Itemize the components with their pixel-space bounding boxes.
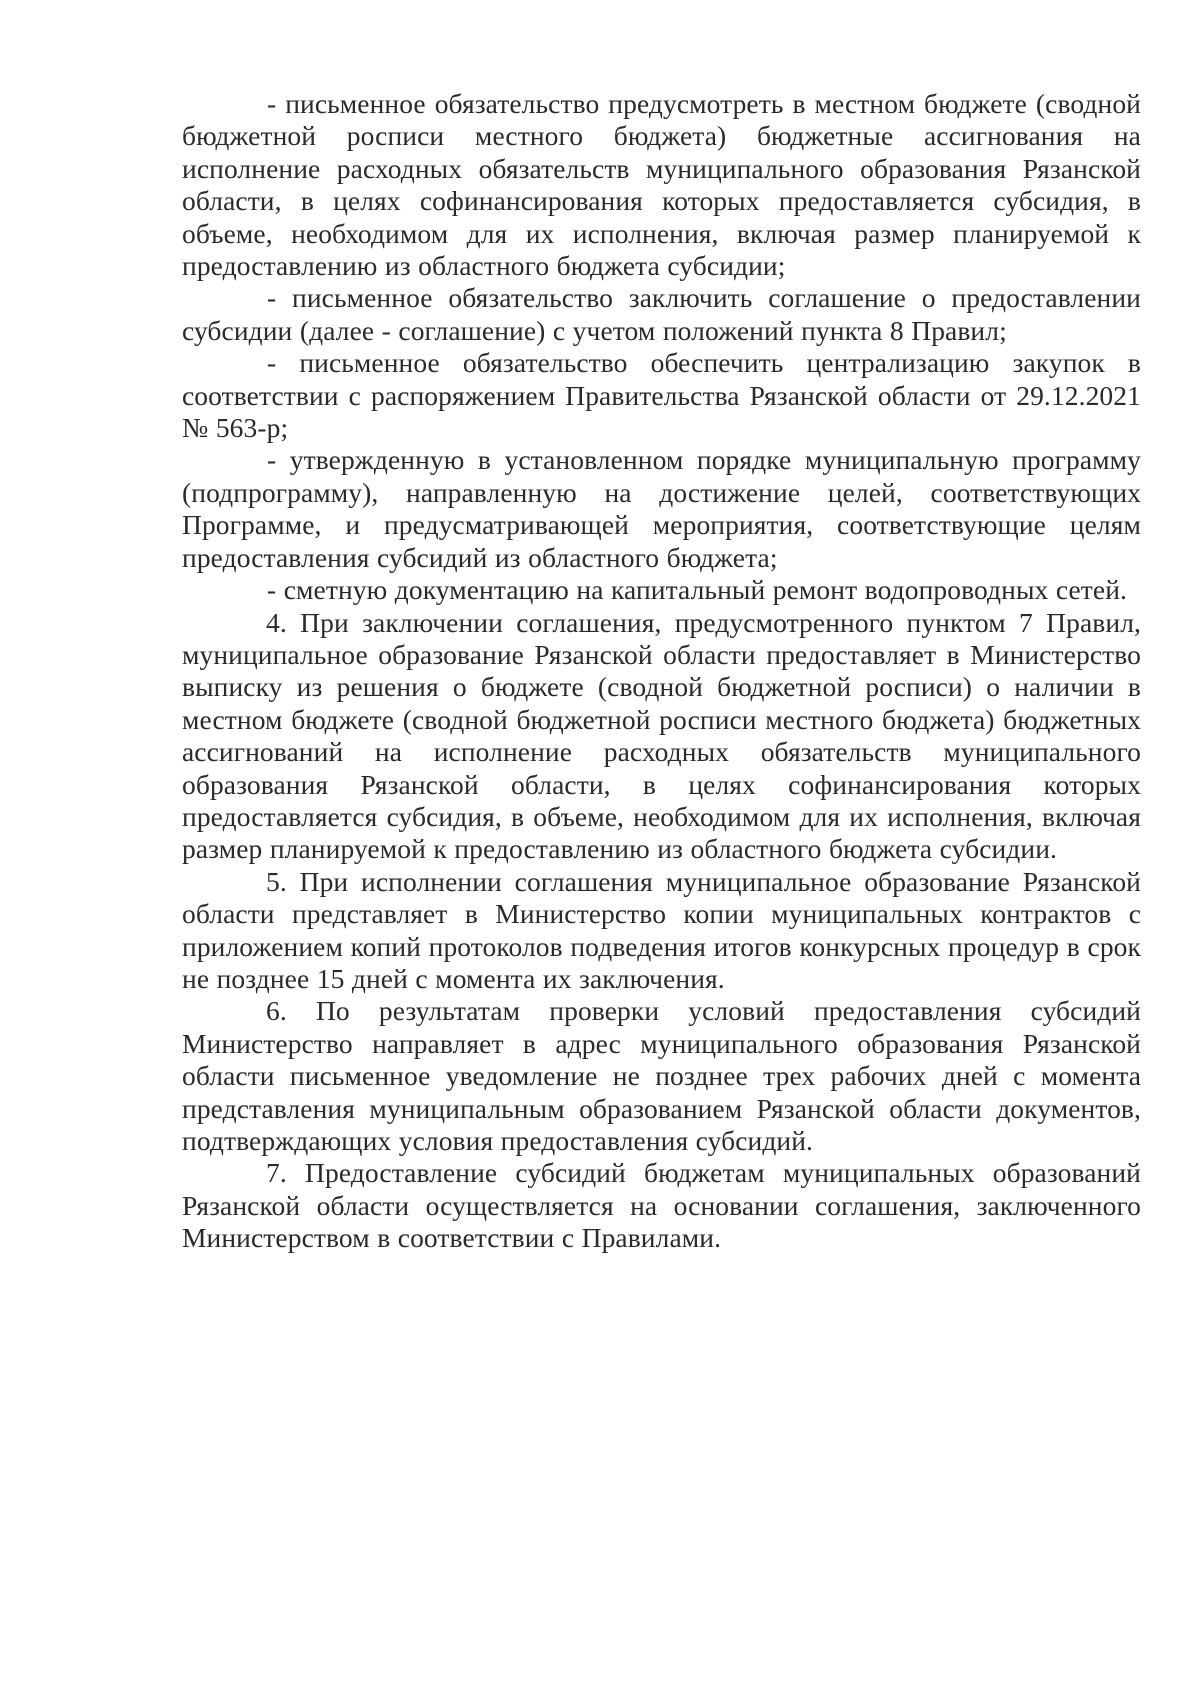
paragraph-item-4: 4. При заключении соглашения, предусмотренного пунктом 7 Правил, муниципальное образование Рязанской области предоставляет в Министерство выписку из решения о бюджете (сводной бюджетной росписи) о наличии в местном бюджете (сводной бюджетной росписи местного бюджета) бюджетных ассигнований на исполнение расходных обязательств муниципального образования Рязанской области, в целях софинансирования которых предоставляется субсидия, в объеме, необходимом для их исполнения, включая размер планируемой к предоставлению из областного бюджета субсидии.	[182, 606, 1141, 865]
paragraph-agreement-obligation: - письменное обязательство заключить соглашение о предоставлении субсидии (далее - соглашение) с учетом положений пункта 8 Правил;	[182, 282, 1141, 346]
paragraph-budget-obligation: - письменное обязательство предусмотреть в местном бюджете (сводной бюджетной росписи местного бюджета) бюджетные ассигнования на исполнение расходных обязательств муниципального образования Рязанской области, в целях софинансирования которых предоставляется субсидия, в объеме, необходимом для их исполнения, включая размер планируемой к предоставлению из областного бюджета субсидии;	[182, 88, 1141, 282]
paragraph-municipal-program: - утвержденную в установленном порядке муниципальную программу (подпрограмму), направленную на достижение целей, соответствующих Программе, и предусматривающей мероприятия, соответствующие целям предоставления субсидий из областного бюджета;	[182, 444, 1141, 573]
paragraph-item-6: 6. По результатам проверки условий предоставления субсидий Министерство направляет в адрес муниципального образования Рязанской области письменное уведомление не позднее трех рабочих дней с момента представления муниципальным образованием Рязанской области документов, подтверждающих условия предоставления субсидий.	[182, 995, 1141, 1156]
paragraph-estimate-documentation: - сметную документацию на капитальный ремонт водопроводных сетей.	[267, 574, 1128, 606]
document-body	[182, 88, 1141, 1255]
paragraph-item-7: 7. Предоставление субсидий бюджетам муниципальных образований Рязанской области осуществляется на основании соглашения, заключенного Министерством в соответствии с Правилами.	[182, 1157, 1141, 1254]
paragraph-item-5: 5. При исполнении соглашения муниципальное образование Рязанской области представляет в Министерство копии муниципальных контрактов с приложением копий протоколов подведения итогов конкурсных процедур в срок не позднее 15 дней с момента их заключения.	[182, 865, 1141, 994]
paragraph-procurement-obligation: - письменное обязательство обеспечить централизацию закупок в соответствии с распоряжением Правительства Рязанской области от 29.12.2021 № 563-р;	[182, 347, 1141, 444]
